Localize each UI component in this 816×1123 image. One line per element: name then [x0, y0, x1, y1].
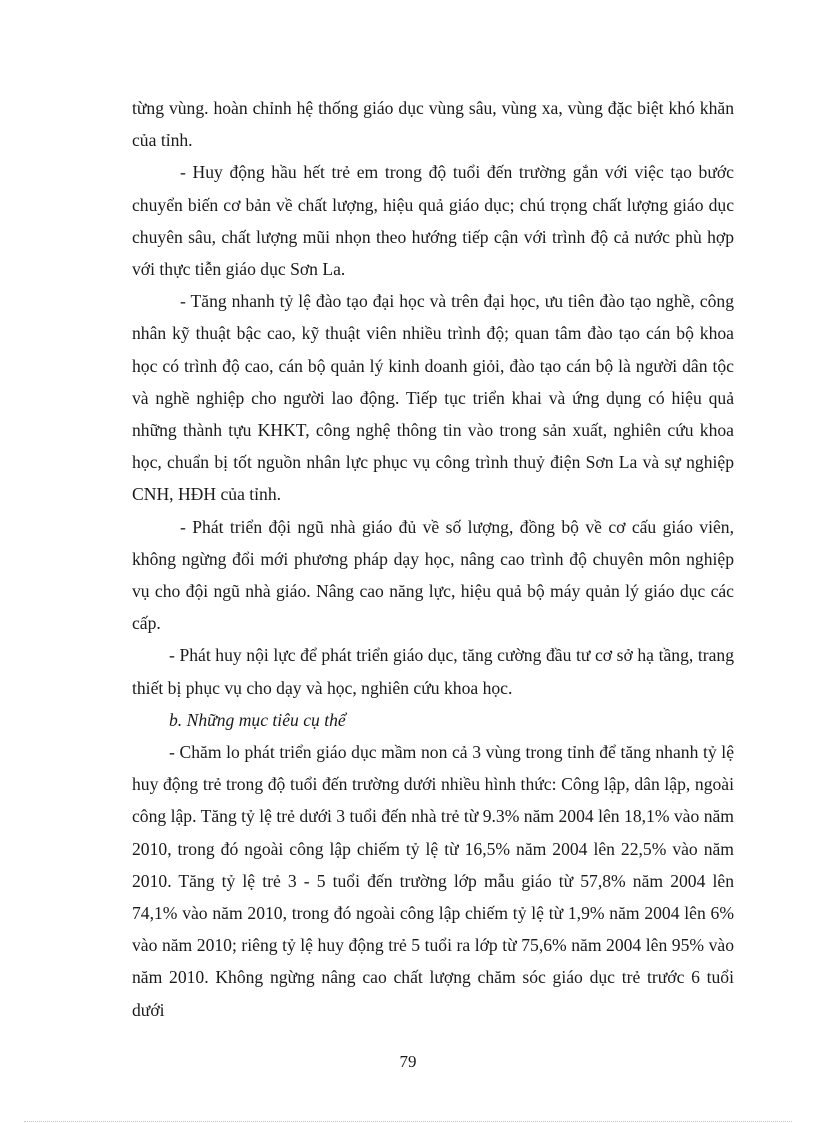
page-number: 79	[399, 1052, 417, 1071]
paragraph-goal-enrollment: - Huy động hầu hết trẻ em trong độ tuổi đến trường gắn với việc tạo bước chuyển biến cơ bản về chất lượng, hiệu quả giáo dục; chú trọng chất lượng giáo dục chuyên sâu, chất lượng mũi nhọn theo hướng tiếp cận với trình độ cả nước phù hợp với thực tiễn giáo dục Sơn La.	[132, 162, 734, 280]
page-edge-divider	[24, 1121, 792, 1122]
paragraph-goal-training: - Tăng nhanh tỷ lệ đào tạo đại học và trên đại học, ưu tiên đào tạo nghề, công nhân kỹ thuật bậc cao, kỹ thuật viên nhiều trình độ; quan tâm đào tạo cán bộ khoa học có trình độ cao, cán bộ quản lý kinh doanh giỏi, đào tạo cán bộ là người dân tộc và nghề nghiệp cho người lao động. Tiếp tục triển khai và ứng dụng có hiệu quả những thành tựu KHKT, công nghệ thông tin vào trong sản xuất, nghiên cứu khoa học, chuẩn bị tốt nguồn nhân lực phục vụ công trình thuỷ điện Sơn La và sự nghiệp CNH, HĐH của tỉnh.	[132, 291, 734, 505]
body-text	[132, 92, 734, 1026]
paragraph-goal-investment: - Phát huy nội lực để phát triển giáo dục, tăng cường đầu tư cơ sở hạ tầng, trang thiết bị phục vụ cho dạy và học, nghiên cứu khoa học.	[132, 645, 734, 698]
paragraph-goal-teachers: - Phát triển đội ngũ nhà giáo đủ về số lượng, đồng bộ về cơ cấu giáo viên, không ngừng đổi mới phương pháp dạy học, nâng cao trình độ chuyên môn nghiệp vụ cho đội ngũ nhà giáo. Nâng cao năng lực, hiệu quả bộ máy quản lý giáo dục các cấp.	[132, 516, 734, 634]
paragraph-preschool-targets: - Chăm lo phát triển giáo dục mầm non cả 3 vùng trong tỉnh để tăng nhanh tỷ lệ huy động trẻ trong độ tuổi đến trường dưới nhiều hình thức: Công lập, dân lập, ngoài công lập. Tăng tỷ lệ trẻ dưới 3 tuổi đến nhà trẻ từ 9.3% năm 2004 lên 18,1% vào năm 2010, trong đó ngoài công lập chiếm tỷ lệ từ 16,5% năm 2004 lên 22,5% vào năm 2010. Tăng tỷ lệ trẻ 3 - 5 tuổi đến trường lớp mẫu giáo từ 57,8% năm 2004 lên 74,1% vào năm 2010, trong đó ngoài công lập chiếm tỷ lệ từ 1,9% năm 2004 lên 6% vào năm 2010; riêng tỷ lệ huy động trẻ 5 tuổi ra lớp từ 75,6% năm 2004 lên 95% vào năm 2010. Không ngừng nâng cao chất lượng chăm sóc giáo dục trẻ trước 6 tuổi dưới	[132, 742, 734, 1020]
section-heading: b. Những mục tiêu cụ thể	[169, 709, 346, 730]
paragraph-continuation: từng vùng. hoàn chỉnh hệ thống giáo dục vùng sâu, vùng xa, vùng đặc biệt khó khăn của tỉnh.	[132, 98, 734, 151]
